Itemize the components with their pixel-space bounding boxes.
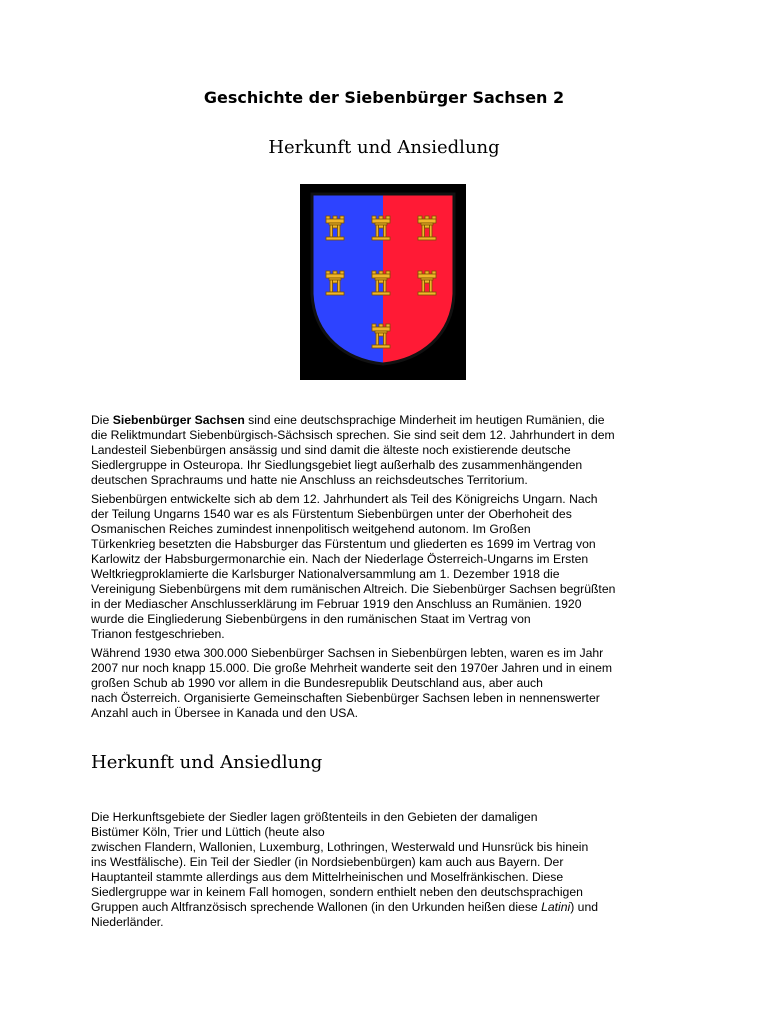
paragraph-line: Anzahl auch in Übersee in Kanada und den USA.	[91, 706, 358, 720]
paragraph-line: Während 1930 etwa 300.000 Siebenbürger Sachsen in Siebenbürgen lebten, waren es im Jahr	[91, 646, 604, 660]
paragraph-line: wurde die Eingliederung Siebenbürgens in den rumänischen Staat im Vertrag von	[91, 612, 531, 626]
paragraph-line: in der Mediascher Anschlusserklärung im Februar 1919 den Anschluss an Rumänien. 1920	[91, 597, 582, 611]
paragraph-line: Weltkriegproklamierte die Karlsburger Nationalversammlung am 1. Dezember 1918 die	[91, 567, 560, 581]
paragraph-line: 2007 nur noch knapp 15.000. Die große Mehrheit wanderte seit den 1970er Jahren und in einem	[91, 661, 613, 675]
paragraph-line: deutschen Sprachraums und hatte nie Anschluss an reichsdeutsches Territorium.	[91, 473, 528, 487]
paragraph-history	[91, 492, 691, 642]
paragraph-line: nach Österreich. Organisierte Gemeinschaften Siebenbürger Sachsen leben in nennenswerter	[91, 691, 600, 705]
text-segment: Die	[91, 413, 113, 427]
paragraph-line: Karlowitz der Habsburgermonarchie ein. Nach der Niederlage Österreich-Ungarns im Ersten	[91, 552, 589, 566]
paragraph-line: die Reliktmundart Siebenbürgisch-Sächsisch sprechen. Sie sind seit dem 12. Jahrhundert in dem	[91, 428, 615, 442]
text-segment: Gruppen auch Altfranzösisch sprechende Wallonen (in den Urkunden heißen diese	[91, 900, 542, 914]
paragraph-line	[91, 413, 691, 428]
section-heading: Herkunft und Ansiedlung	[91, 752, 323, 773]
paragraph-line: Hauptanteil stammte allerdings aus dem Mittelrheinischen und Moselfränkischen. Diese	[91, 870, 564, 884]
coat-of-arms-icon	[300, 184, 466, 380]
paragraph-line: Osmanischen Reiches zumindest innenpolitisch weitgehend autonom. Im Großen	[91, 522, 531, 536]
paragraph-line: der Teilung Ungarns 1540 war es als Fürstentum Siebenbürgen unter der Oberhoheit des	[91, 507, 572, 521]
text-segment: ) und	[570, 900, 599, 914]
document-subtitle: Herkunft und Ansiedlung	[268, 137, 500, 158]
italic-term: Latini	[541, 900, 571, 914]
paragraph-line: Vereinigung Siebenbürgens mit dem rumänischen Altreich. Die Siebenbürger Sachsen begrüßten	[91, 582, 616, 596]
paragraph-line: Niederländer.	[91, 915, 164, 929]
paragraph-intro	[91, 413, 691, 488]
paragraph-line: zwischen Flandern, Wallonien, Luxemburg, Lothringen, Westerwald und Hunsrück bis hinein	[91, 840, 589, 854]
bold-term: Siebenbürger Sachsen	[112, 413, 245, 427]
paragraph-line: Trianon festgeschrieben.	[91, 627, 225, 641]
document-title: Geschichte der Siebenbürger Sachsen 2	[203, 88, 565, 107]
paragraph-line: Türkenkrieg besetzten die Habsburger das Fürstentum und gliederten es 1699 im Vertrag von	[91, 537, 596, 551]
paragraph-population	[91, 646, 691, 721]
paragraph-line: Die Herkunftsgebiete der Siedler lagen größtenteils in den Gebieten der damaligen	[91, 810, 538, 824]
paragraph-origins	[91, 810, 691, 930]
paragraph-line: Siebenbürgen entwickelte sich ab dem 12. Jahrhundert als Teil des Königreichs Ungarn. Nach	[91, 492, 598, 506]
paragraph-line: Landesteil Siebenbürgen ansässig und sind damit die älteste noch existierende deutsche	[91, 443, 571, 457]
text-segment: sind eine deutschsprachige Minderheit im heutigen Rumänien, die	[244, 413, 605, 427]
paragraph-line: ins Westfälische). Ein Teil der Siedler (in Nordsiebenbürgen) kam auch aus Bayern. Der	[91, 855, 564, 869]
paragraph-line: Siedlergruppe in Osteuropa. Ihr Siedlungsgebiet liegt außerhalb des zusammenhängenden	[91, 458, 583, 472]
paragraph-line: Siedlergruppe war in keinem Fall homogen, sondern enthielt neben den deutschsprachigen	[91, 885, 583, 899]
paragraph-line	[91, 900, 691, 915]
paragraph-line: großen Schub ab 1990 vor allem in die Bundesrepublik Deutschland aus, aber auch	[91, 676, 543, 690]
paragraph-line: Bistümer Köln, Trier und Lüttich (heute also	[91, 825, 325, 839]
